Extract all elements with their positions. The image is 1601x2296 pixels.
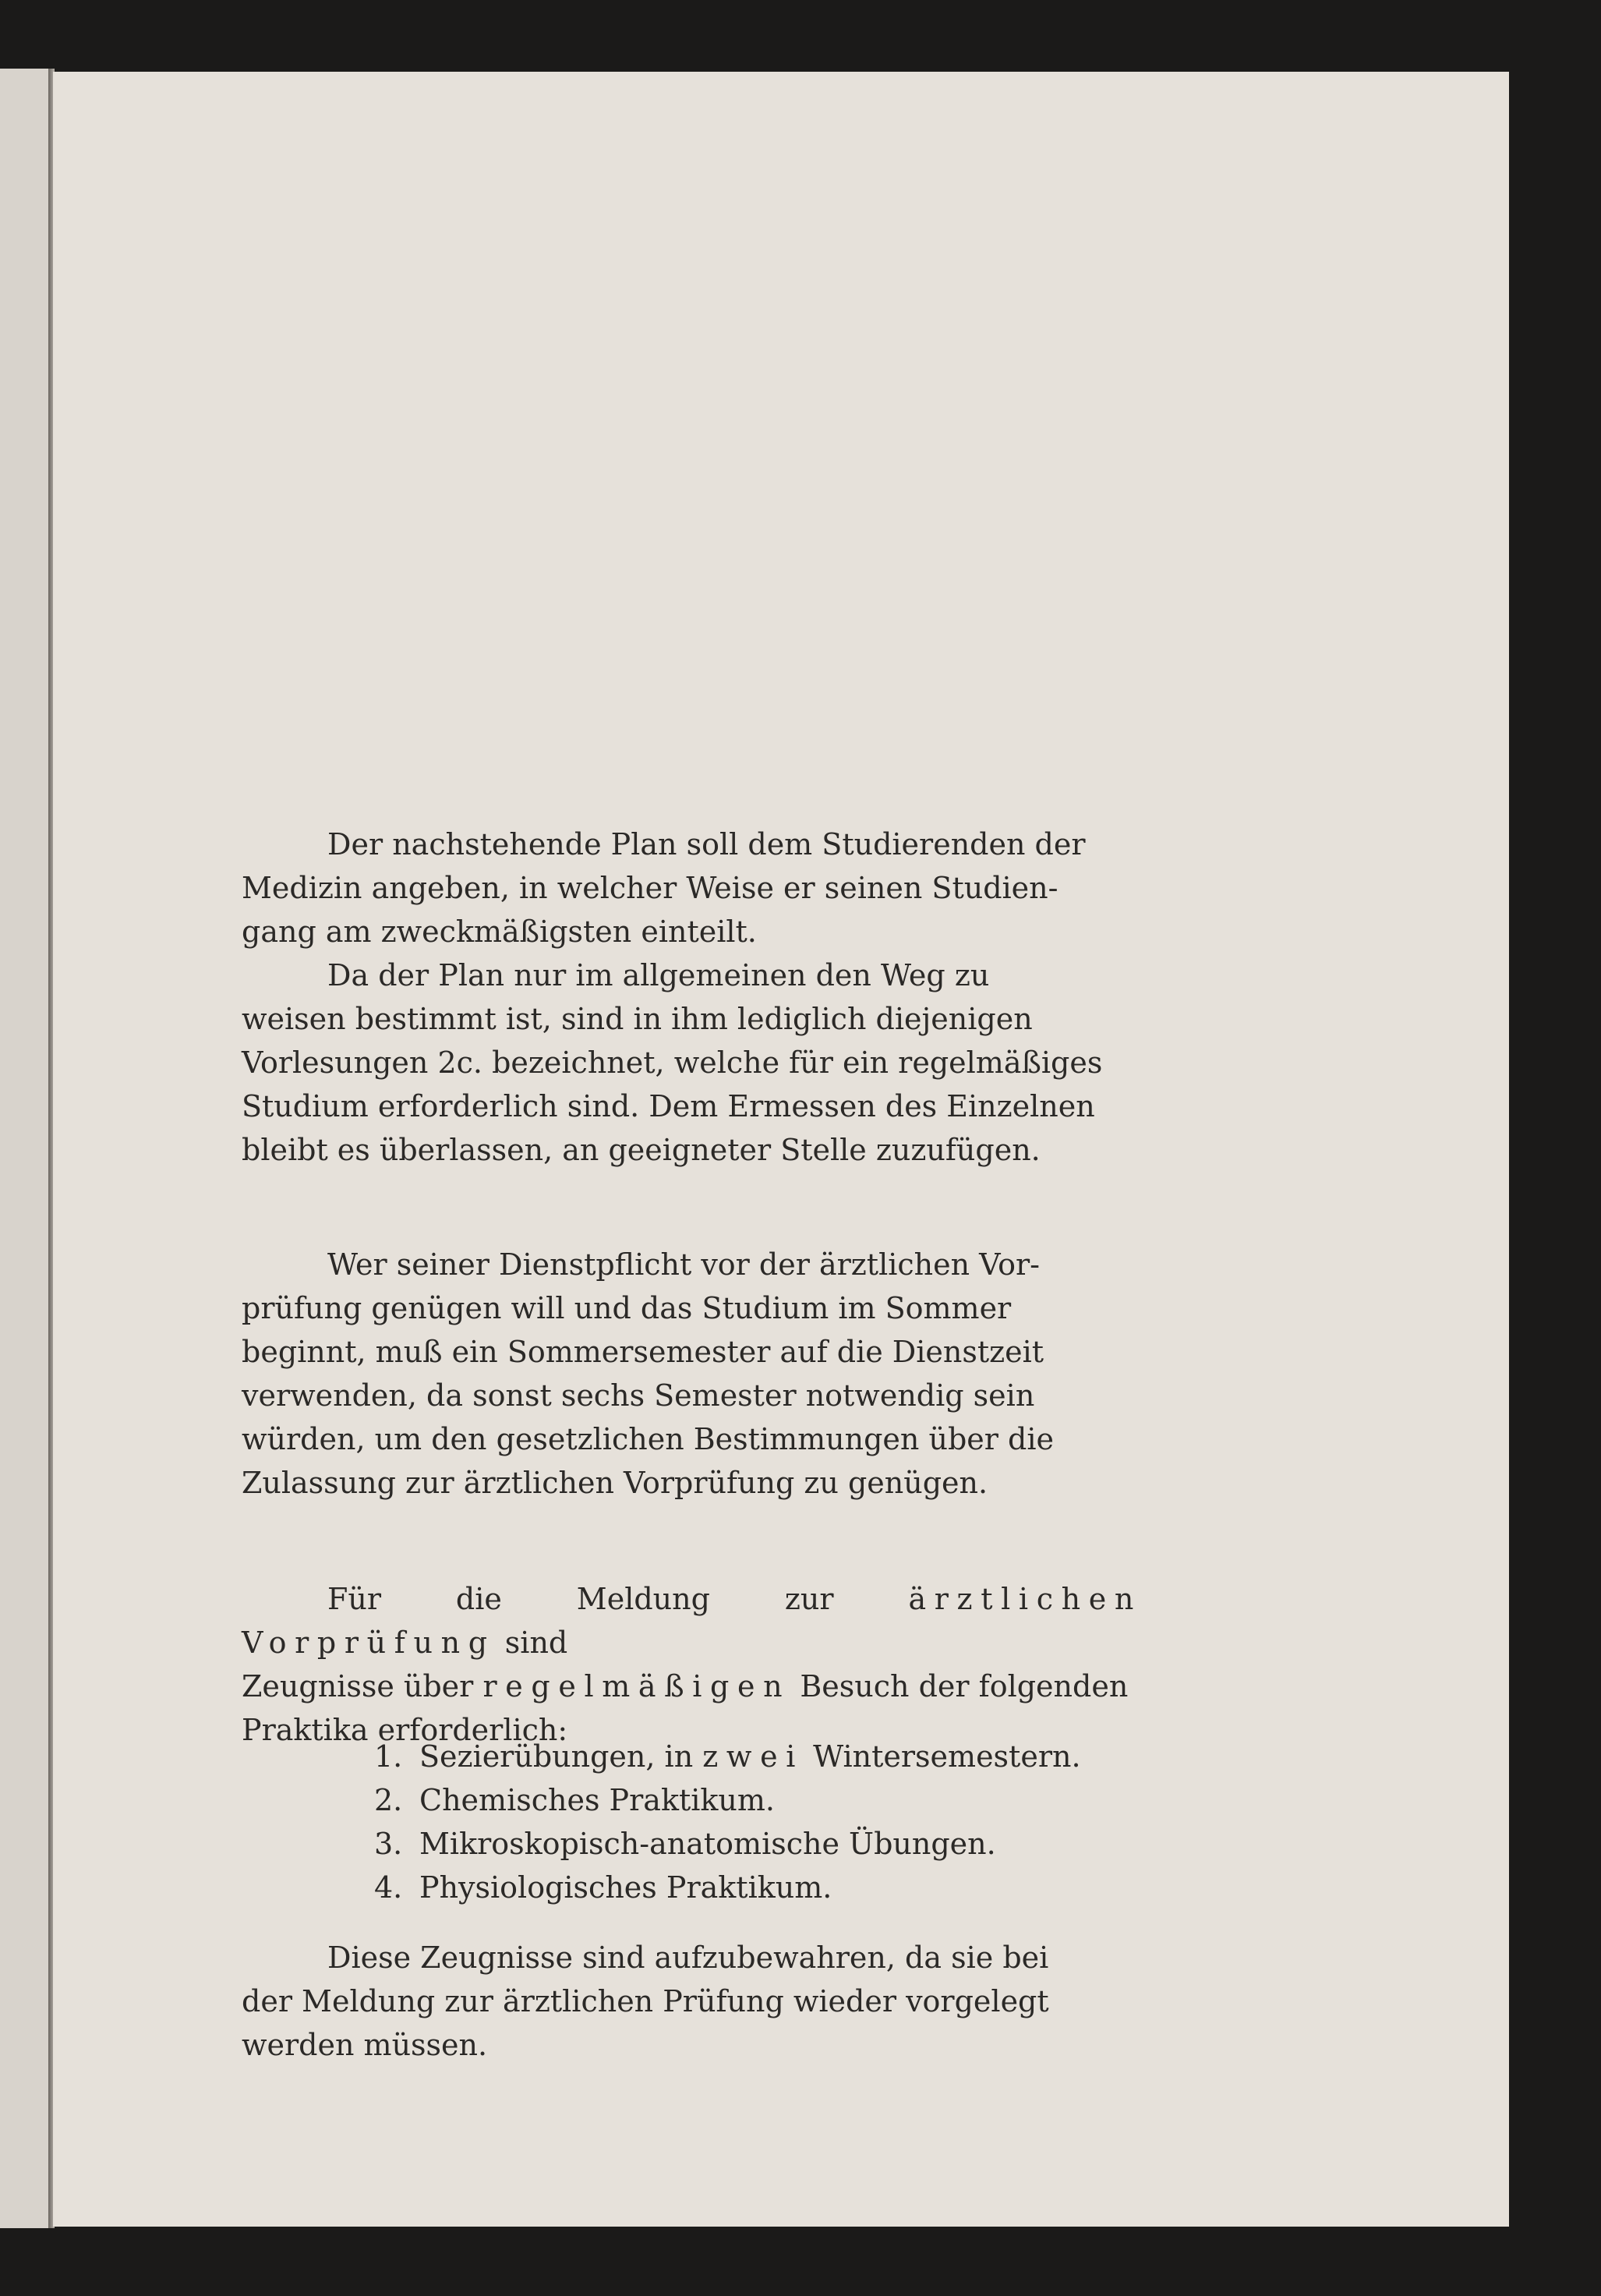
- storage-paragraph: [242, 1936, 1142, 2067]
- text-line: Studium erforderlich sind. Dem Ermessen des Einzelnen: [242, 1089, 1095, 1123]
- text-line: Medizin angeben, in welcher Weise er seinen Studien-: [242, 871, 1058, 905]
- text-line: weisen bestimmt ist, sind in ihm lediglich diejenigen: [242, 1002, 1033, 1036]
- list-item: [242, 1822, 1142, 1866]
- text-line: gang am zweckmäßigsten einteilt.: [242, 915, 757, 949]
- text-line: Diese Zeugnisse sind aufzubewahren, da sie bei: [327, 1940, 1049, 1975]
- intro-paragraph: [242, 823, 1142, 953]
- emphasized-text: ärztlichen Vorprüfung: [242, 1582, 1142, 1660]
- list-text: Mikroskopisch-anatomische Übungen.: [419, 1827, 996, 1861]
- emphasized-text: regelmäßigen: [482, 1669, 791, 1703]
- text-span: Besuch der folgenden: [800, 1669, 1129, 1703]
- text-line: Da der Plan nur im allgemeinen den Weg zu: [327, 958, 990, 992]
- list-text: Chemisches Praktikum.: [419, 1783, 775, 1817]
- list-number: 1.: [374, 1739, 403, 1774]
- text-span: Für die Meldung zur: [327, 1582, 834, 1616]
- text-line: Praktika erforderlich:: [242, 1713, 568, 1747]
- list-text: Sezierübungen, in: [419, 1739, 694, 1774]
- text-line: der Meldung zur ärztlichen Prüfung wieder vorgelegt: [242, 1984, 1049, 2018]
- text-line: Wer seiner Dienstpflicht vor der ärztlichen Vor-: [327, 1247, 1041, 1282]
- text-line: würden, um den gesetzlichen Bestimmungen über die: [242, 1422, 1054, 1456]
- text-line: Zulassung zur ärztlichen Vorprüfung zu genügen.: [242, 1466, 988, 1500]
- text-line: [242, 1665, 1142, 1708]
- military-service-paragraph: [242, 1243, 1142, 1505]
- text-line: verwenden, da sonst sechs Semester notwendig sein: [242, 1378, 1035, 1413]
- text-line: prüfung genügen will und das Studium im Sommer: [242, 1291, 1012, 1325]
- list-number: 4.: [374, 1870, 403, 1905]
- text-line: beginnt, muß ein Sommersemester auf die Dienstzeit: [242, 1335, 1044, 1369]
- list-number: 2.: [374, 1783, 403, 1817]
- list-number: 3.: [374, 1827, 403, 1861]
- text-line: [242, 1577, 1142, 1665]
- text-line: werden müssen.: [242, 2028, 488, 2062]
- text-span: Zeugnisse über: [242, 1669, 474, 1703]
- text-line: bleibt es überlassen, an geeigneter Stelle zuzufügen.: [242, 1133, 1041, 1167]
- list-text: Wintersemestern.: [813, 1739, 1081, 1774]
- plan-purpose-paragraph: [242, 953, 1142, 1172]
- list-text: Physiologisches Praktikum.: [419, 1870, 832, 1905]
- text-line: Vorlesungen 2c. bezeichnet, welche für ein regelmäßiges: [242, 1045, 1103, 1080]
- list-item: [242, 1778, 1142, 1822]
- practica-list: [242, 1735, 1142, 1909]
- certificates-paragraph: [242, 1577, 1142, 1752]
- text-span: sind: [504, 1626, 568, 1660]
- list-item: [242, 1735, 1142, 1778]
- text-line: Der nachstehende Plan soll dem Studierenden der: [327, 827, 1086, 861]
- facing-page-edge: [0, 69, 48, 2228]
- list-item: [242, 1866, 1142, 1909]
- emphasized-text: zwei: [702, 1739, 804, 1774]
